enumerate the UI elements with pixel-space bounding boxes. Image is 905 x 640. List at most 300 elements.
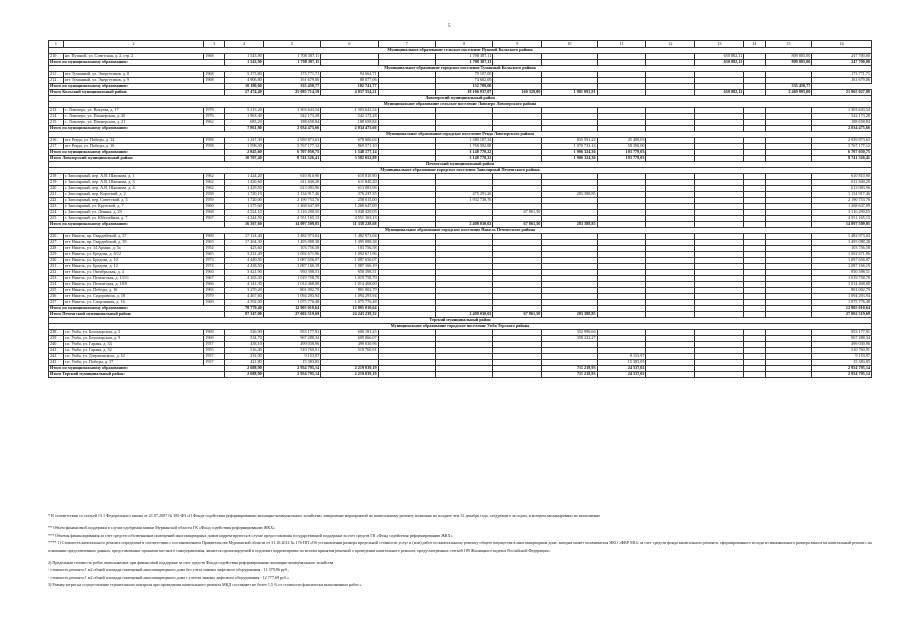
table-cell: 1973	[204, 258, 225, 264]
total-value-cell: 6 707 050,75	[812, 150, 872, 156]
table-cell: 3 767 177,12	[263, 144, 320, 150]
table-cell: 1 720,00	[225, 198, 263, 204]
address-cell: пгт Никель, ул. Бредова, д. 6/12	[63, 252, 203, 258]
table-cell: 1974	[204, 264, 225, 270]
table-cell: 231	[49, 264, 64, 270]
table-cell: 219	[49, 180, 64, 186]
table-cell: 220	[49, 186, 64, 192]
total-value-cell	[378, 372, 435, 378]
total-label: Итого по муниципальному образованию:	[49, 60, 225, 66]
table-cell: 17 124,40	[225, 234, 263, 240]
table-cell: 233	[49, 276, 64, 282]
table-cell: 1 075 776,48	[812, 300, 872, 306]
total-value-cell: 1 981 093,91	[542, 90, 597, 96]
total-value-cell: 283 388,85	[542, 312, 597, 318]
total-value-cell: 1 906 324,36	[542, 156, 597, 162]
table-cell: 421,80	[225, 360, 263, 366]
total-value-cell: 711 218,93	[542, 366, 597, 372]
table-cell: 376 237,35	[321, 192, 378, 198]
table-cell: 1968	[204, 78, 225, 84]
total-row	[49, 372, 872, 378]
address-cell: г. Заполярный, ул. Крупской, д. 7	[63, 204, 203, 210]
table-cell: 3 231,40	[225, 252, 263, 258]
total-value-cell: 24 537,02	[597, 366, 646, 372]
total-value-cell	[646, 372, 695, 378]
total-value-cell: 2 954 795,14	[812, 372, 872, 378]
table-cell: 3 116 290,55	[263, 210, 320, 216]
table-cell: 1 768 582,88	[435, 144, 492, 150]
table-cell: 4 438,50	[225, 264, 263, 270]
table-cell: 1 495 088,38	[321, 240, 378, 246]
table-cell: 950 398,51	[812, 270, 872, 276]
address-cell: пгт Никель, пр. Гвардейский, д. 37	[63, 234, 203, 240]
section-heading: Муниципальное образование городское поселение Туманный Кольского района	[49, 66, 872, 72]
table-cell: 950 398,51	[263, 270, 320, 276]
table-cell: 835 591,22	[542, 138, 597, 144]
total-value-cell: 2 469 805,00	[765, 90, 812, 96]
table-cell: 1968	[204, 72, 225, 78]
total-value-cell: 103 779,03	[597, 156, 646, 162]
total-value-cell: 711 218,93	[542, 372, 597, 378]
total-label: Итого по муниципальному образованию:	[49, 126, 225, 132]
table-cell: 1 543,90	[225, 54, 263, 60]
total-value-cell: 16 567,60	[225, 222, 263, 228]
total-value-cell: 10 180,60	[225, 84, 263, 90]
total-value-cell: 650 882,11	[695, 90, 744, 96]
table-cell: 173 771,71	[812, 72, 872, 78]
section-heading: Муниципальное образование городское поселение Умба Терского района	[49, 324, 872, 330]
table-cell: 1962	[204, 174, 225, 180]
table-cell: 161 679,06	[812, 78, 872, 84]
column-number-cell: 11	[597, 41, 646, 48]
total-label: Итого по муниципальному образованию:	[49, 222, 225, 228]
table-cell: 613 083,96	[321, 186, 378, 192]
table-cell: 228	[49, 246, 64, 252]
footnote: * В соответствии со статьей 15.1 Федерального закона от 21.07.2007 № 185-ФЗ «О Фонде содействия реформированию жилищно-коммунального хозяйства» завершение мероприятий по капитальному ремонту возможно не позднее чем 31 декабря года, следующего за годом, в котором запланировано их выполнение	[48, 513, 601, 518]
table-cell: 1 094 293,94	[812, 294, 872, 300]
table-cell: 510 760,91	[263, 348, 320, 354]
table-cell: 4 440,50	[225, 258, 263, 264]
address-cell: г.п. Умба, ул. Гараня, д. 52	[63, 348, 203, 354]
table-cell: 94 664,71	[321, 72, 378, 78]
table-cell: 225	[49, 216, 64, 222]
column-number-cell: 9	[493, 41, 542, 48]
table-cell: 4 141,30	[225, 282, 263, 288]
table-cell: 458,10	[225, 342, 263, 348]
total-value-cell: 2 954 795,14	[263, 372, 320, 378]
address-cell: пгт Никель, ул. Печенгская, д. 13/11	[63, 276, 203, 282]
table-cell: 609 066,07	[321, 336, 378, 342]
table-cell: 542 173,28	[812, 114, 872, 120]
table-cell: 1 303 643,54	[321, 108, 378, 114]
address-cell: г. Заполярный, ул. Ленина, д. 29	[63, 210, 203, 216]
total-value-cell: 1 708 387,11	[263, 60, 320, 66]
table-cell: 218	[49, 174, 64, 180]
total-label: Итого по муниципальному образованию:	[49, 150, 225, 156]
table-cell: 1962	[204, 120, 225, 126]
footnote: 3) Размер затрат на осуществление строительного контроля при проведении капитального ремонта МКД составляет не более 1,5 % от стоимости фактически выполненных работ.»	[48, 582, 362, 588]
table-cell: 1 087 166,19	[263, 264, 320, 270]
total-value-cell: 809 805,00	[765, 60, 812, 66]
column-number-cell: 16	[812, 41, 872, 48]
table-cell: 534,70	[225, 336, 263, 342]
total-value-cell: 12 905 010,64	[263, 306, 320, 312]
repair-program-table	[48, 40, 872, 378]
column-number-cell: 12	[646, 41, 695, 48]
table-cell: 3 421,90	[225, 270, 263, 276]
address-cell: пгт Никель, ул. Сидоровича, д. 18	[63, 294, 203, 300]
address-cell: пгт Никель, ул. Спортивная, д. 16	[63, 300, 203, 306]
table-cell: 213	[49, 108, 64, 114]
address-cell: г. Заполярный, пер. А.В. Шашкова, д. 4	[63, 186, 203, 192]
section-heading: Муниципальное образование городское поселение Заполярный Печенгского района	[49, 168, 872, 174]
total-value-cell: 2 034 475,66	[321, 126, 378, 132]
total-value-cell: 2 219 039,19	[321, 372, 378, 378]
total-value-cell: 283 388,85	[542, 222, 597, 228]
address-cell: пгт Никель, пр. Гвардейский, д. 39	[63, 240, 203, 246]
total-value-cell: 1 708 387,11	[435, 60, 492, 66]
table-cell: 217	[49, 144, 64, 150]
table-cell: 15 383,05	[812, 360, 872, 366]
table-cell: 1 424,20	[225, 174, 263, 180]
table-cell: 1969	[204, 336, 225, 342]
total-value-cell: 12 905 010,64	[812, 306, 872, 312]
table-cell: 188 658,84	[321, 120, 378, 126]
table-cell: 1966	[204, 282, 225, 288]
table-cell: 232	[49, 270, 64, 276]
table-cell: 611 840,20	[321, 180, 378, 186]
address-cell: пгт Никель, ул. Победы, д. 16	[63, 288, 203, 294]
table-cell: 650 882,11	[695, 54, 744, 60]
total-value-cell: 335 450,77	[263, 84, 320, 90]
address-cell: пгт Никель, ул. Печенгская, д. 18/9	[63, 282, 203, 288]
column-number-cell: 7	[378, 41, 435, 48]
total-value-cell: 24 243 239,32	[321, 312, 378, 318]
total-value-cell: 25 085 714,19	[263, 90, 320, 96]
column-number-cell: 2	[63, 41, 203, 48]
table-cell: 1958	[204, 144, 225, 150]
table-cell: 1 014 468,00	[321, 282, 378, 288]
section-heading: Печенгский муниципальный район	[49, 162, 872, 168]
total-value-cell: 6 707 050,75	[263, 150, 320, 156]
table-cell: 1 380 187,34	[435, 138, 492, 144]
table-cell: 1 075 776,48	[263, 300, 320, 306]
table-cell: 1 094 293,94	[321, 294, 378, 300]
footnote: - стоимость ремонта 1 м2 общей площади помещений многоквартирного дома с учетом замены лифтового оборудования - 12 777,69 руб.»	[48, 574, 290, 580]
table-cell: 475 291,26	[435, 192, 492, 198]
total-value-cell: 67 861,50	[493, 312, 542, 318]
table-cell: 9 153,97	[812, 354, 872, 360]
table-cell: 499 030,96	[263, 342, 320, 348]
address-cell: г.п. Умба, ул. Дзержинского, д. 52	[63, 354, 203, 360]
table-cell: 1 963,40	[225, 114, 263, 120]
table-cell: 423,60	[225, 246, 263, 252]
table-cell: 1 014 468,00	[812, 282, 872, 288]
table-cell: 242	[49, 354, 64, 360]
table-cell: 4 244,50	[225, 216, 263, 222]
footnote: - стоимость ремонта 1 м2 общей площади помещений многоквартирного дома без учета замены лифтового оборудования - 11 379,86 руб.,	[48, 567, 290, 573]
table-cell: 67 861,50	[493, 210, 542, 216]
table-cell: 1 932 738,76	[435, 198, 492, 204]
total-value-cell: 2 688,90	[225, 366, 263, 372]
table-cell: 234	[49, 282, 64, 288]
table-cell: 188 658,84	[263, 120, 320, 126]
table-cell: 1 495 088,38	[263, 240, 320, 246]
table-cell: 4 163,30	[225, 276, 263, 282]
table-cell: 1 708 387,11	[263, 54, 320, 60]
page-number: 5	[448, 24, 451, 29]
total-value-cell: 2 688,90	[225, 372, 263, 378]
table-cell: 1 075 776,48	[321, 300, 378, 306]
total-value-cell: 12 905 010,64	[321, 306, 378, 312]
table-cell: 610 810,90	[321, 174, 378, 180]
table-cell: 1 087 166,19	[321, 264, 378, 270]
total-value-cell: 247 700,00	[812, 60, 872, 66]
address-cell: пгт Никель, ул. Бредова, д. 12	[63, 264, 203, 270]
table-cell: 15 383,05	[597, 360, 646, 366]
table-cell: 678 606,04	[321, 138, 378, 144]
table-cell: 103 756,58	[812, 246, 872, 252]
total-value-cell: 1 906 324,36	[542, 150, 597, 156]
column-number-cell: 15	[765, 41, 812, 48]
table-cell: 2 190 753,76	[263, 198, 320, 204]
total-value-cell: 4 837 354,21	[321, 90, 378, 96]
column-number-cell: 8	[435, 41, 492, 48]
table-cell: 240	[49, 342, 64, 348]
table-cell: 1 087 656,07	[812, 258, 872, 264]
total-value-cell: 2 845,60	[225, 150, 263, 156]
section-heading: Терский муниципальный район	[49, 318, 872, 324]
table-cell: 1 014 468,00	[263, 282, 320, 288]
table-cell: 9 153,97	[597, 354, 646, 360]
table-cell: 227	[49, 240, 64, 246]
total-label: Итого Печенгский муниципальный район:	[49, 312, 225, 318]
total-value-cell: 3 148 770,22	[435, 156, 492, 162]
total-value-cell: 8 741 526,41	[263, 156, 320, 162]
table-cell: 600 181,25	[321, 330, 378, 336]
table-cell: 610 810,90	[263, 174, 320, 180]
table-cell: 801 002,79	[812, 288, 872, 294]
table-cell: 1 268 647,09	[812, 204, 872, 210]
total-value-cell: 21 965 027,08	[812, 90, 872, 96]
table-cell: 510 760,91	[812, 348, 872, 354]
table-cell: 1963	[204, 288, 225, 294]
table-cell: 283 388,85	[542, 192, 597, 198]
table-cell: 526,90	[225, 330, 263, 336]
table-cell: 510 760,91	[321, 348, 378, 354]
table-cell: 230	[49, 258, 64, 264]
table-cell: 88 077,06	[321, 78, 378, 84]
total-value-cell: 2 954 795,14	[263, 366, 320, 372]
table-cell: 1 426,60	[225, 180, 263, 186]
section-heading: Муниципальное образование сельское поселение Пушной Кольского района	[49, 48, 872, 54]
total-value-cell: 103 779,03	[597, 150, 646, 156]
table-cell: 358 222,27	[542, 336, 597, 342]
table-cell: 188 658,84	[812, 120, 872, 126]
column-number-cell: 3	[204, 41, 225, 48]
table-cell: 2 939 873,63	[263, 138, 320, 144]
table-cell: 1 720,10	[225, 192, 263, 198]
total-value-cell: 650 882,11	[695, 60, 744, 66]
column-number-cell: 13	[695, 41, 744, 48]
address-cell: с. Ловозеро, ул. Вокуева, д. 17	[63, 108, 203, 114]
table-cell: 1 087 166,19	[812, 264, 872, 270]
table-cell: 953 177,91	[263, 330, 320, 336]
address-cell: г.п. Умба, ул. Гараня, д. 33	[63, 342, 203, 348]
column-number-cell: 1	[49, 41, 64, 48]
address-cell: с. Ловозеро, ул. Пионерская, д. 20	[63, 114, 203, 120]
total-value-cell: 152 709,00	[435, 84, 492, 90]
total-value-cell: 335 450,77	[765, 84, 812, 90]
table-cell: 953 177,91	[812, 330, 872, 336]
section-heading: Ловозерский муниципальный район	[49, 96, 872, 102]
table-cell: 1 134 917,46	[263, 192, 320, 198]
table-cell: 1955	[204, 348, 225, 354]
section-heading: Муниципальное образование городское поселение Ревда Ловозерского района	[49, 132, 872, 138]
table-cell: 1 598,30	[225, 144, 263, 150]
table-cell: 103 756,58	[321, 246, 378, 252]
table-cell: 73 602,00	[435, 78, 492, 84]
table-cell: 1959	[204, 198, 225, 204]
table-cell: 1 429,50	[225, 186, 263, 192]
footnotes	[48, 512, 872, 589]
total-value-cell: 27 002 519,69	[263, 312, 320, 318]
total-value-cell: 7 861,80	[225, 126, 263, 132]
table-cell: 1967	[204, 276, 225, 282]
table-cell: 223	[49, 204, 64, 210]
table-cell: 1 070 733,14	[542, 144, 597, 150]
table-cell: 611 840,20	[263, 180, 320, 186]
table-cell: 1954	[204, 246, 225, 252]
address-cell: пгт Никель, ул. Бредова, д. 10	[63, 258, 203, 264]
column-number-cell: 14	[744, 41, 765, 48]
table-cell: 1 268 647,09	[321, 204, 378, 210]
address-cell: пгт Туманный, ул. Энергетиков, д. 9	[63, 78, 203, 84]
table-cell: 1967	[204, 216, 225, 222]
table-cell: 1 087 656,07	[263, 258, 320, 264]
address-cell: пгт Ревда, ул. Победы, д. 14	[63, 138, 203, 144]
address-cell: г. Заполярный, пер. А.В. Шашкова, д. 3	[63, 180, 203, 186]
table-cell: 215	[49, 120, 64, 126]
table-cell: 516,40	[225, 348, 263, 354]
table-cell: 237	[49, 300, 64, 306]
table-cell: 1937	[204, 342, 225, 348]
table-cell: 801 002,79	[321, 288, 378, 294]
table-cell: 1 092 671,96	[263, 252, 320, 258]
address-cell: пгт Никель, ул. Октябрьская, д. 4	[63, 270, 203, 276]
table-cell: 1 375,60	[225, 204, 263, 210]
table-cell: 1 247,30	[225, 138, 263, 144]
table-cell: 809 805,00	[765, 54, 812, 60]
table-cell: 1 134 917,46	[812, 192, 872, 198]
table-cell: 499 030,96	[321, 342, 378, 348]
table-cell: 236	[49, 294, 64, 300]
footnote: **** 1) Стоимость капитального ремонта определена в соответствии с постановлением Правительства Мурманской области от 31.10.2014 № 176-ПП «Об установлении размера предельной стоимости услуг и (или) работ по капитальному ремонту общего имущества в многоквартирном доме, которая может оплачиваться НКО «ФКР МО» за счет средств фонда капитального ремонта, сформированного исходя из минимального размера взноса на капитальный ремонт» на основании представленных данных, представленных органами местного самоуправления, является прогнозируемой и подлежит корректировке по итогам принятия решений о проведении капитального ремонта, предусмотренных статьей 189 Жилищного кодекса Российской Федерации».	[48, 540, 872, 553]
table-cell: 211	[49, 72, 64, 78]
total-value-cell: 3 582 652,80	[321, 156, 378, 162]
table-cell: 229	[49, 252, 64, 258]
table-cell: 1 303 643,54	[263, 108, 320, 114]
table-cell: 79 107,00	[435, 72, 492, 78]
total-value-cell	[744, 372, 765, 378]
total-value-cell: 2 034 475,66	[263, 126, 320, 132]
total-value-cell: 3 148 770,22	[435, 150, 492, 156]
table-cell: 967 288,34	[263, 336, 320, 342]
table-cell: 683,20	[225, 120, 263, 126]
total-value-cell: 14 097 509,05	[812, 222, 872, 228]
table-cell: 173 771,71	[263, 72, 320, 78]
table-cell: 221	[49, 192, 64, 198]
table-cell: 1978	[204, 108, 225, 114]
total-value-cell: 27 002 519,69	[812, 312, 872, 318]
table-cell: 4 524,10	[225, 210, 263, 216]
table-cell: 5 273,80	[225, 72, 263, 78]
table-cell: 1 092 671,96	[812, 252, 872, 258]
total-value-cell: 2 408 030,02	[435, 312, 492, 318]
table-cell: 212	[49, 78, 64, 84]
table-cell: 1960	[204, 270, 225, 276]
address-cell: нп. Пушной, ул. Советская, д. 2, стр. 2	[63, 54, 203, 60]
table-cell: 235	[49, 288, 64, 294]
total-value-cell	[435, 372, 492, 378]
address-cell: г.п. Умба, ул. Беломорская, д. 3	[63, 330, 203, 336]
table-cell: 241	[49, 348, 64, 354]
total-value-cell: 1 548 177,14	[321, 150, 378, 156]
table-cell: 1958	[204, 192, 225, 198]
table-cell: 613 083,96	[812, 186, 872, 192]
address-cell: пгт Ревда, ул. Победы, д. 16	[63, 144, 203, 150]
table-cell: 1 094 293,94	[263, 294, 320, 300]
table-cell: 1968	[204, 210, 225, 216]
table-cell: 214	[49, 114, 64, 120]
header-row	[49, 41, 872, 48]
table-cell: 1 708 387,11	[435, 54, 492, 60]
column-number-cell: 6	[321, 41, 378, 48]
table-cell: 2 939 873,63	[812, 138, 872, 144]
table-cell: 1965	[204, 240, 225, 246]
total-value-cell: 10 707,40	[225, 156, 263, 162]
table-cell: 247 700,00	[812, 54, 872, 60]
total-value-cell: 1 543,90	[225, 60, 263, 66]
table-cell: 1969	[204, 330, 225, 336]
table-cell: 243	[49, 360, 64, 366]
table-cell: 542 173,28	[321, 114, 378, 120]
table-cell: 610 810,90	[812, 174, 872, 180]
table-cell: 239	[49, 336, 64, 342]
total-value-cell: 2 954 795,14	[812, 366, 872, 372]
footnote: ** Объем финансовой поддержки в случае одобрения заявки Мурманской области ГК «Фонд содействия реформированию ЖКХ»	[48, 525, 276, 531]
table-cell: 238	[49, 330, 64, 336]
table-cell: 1 019 758,70	[263, 276, 320, 282]
total-label: Итого по муниципальному образованию:	[49, 84, 225, 90]
table-cell: 226	[49, 234, 64, 240]
address-cell: г. Заполярный, пер. Советский, д. 5	[63, 198, 203, 204]
table-cell: 4 551 165,13	[812, 216, 872, 222]
total-value-cell	[493, 372, 542, 378]
table-cell: 222	[49, 198, 64, 204]
table-cell: 1969	[204, 234, 225, 240]
table-cell: 801 002,79	[263, 288, 320, 294]
column-number-cell: 4	[225, 41, 263, 48]
address-cell: г. Заполярный, пер. Короткий, д. 2	[63, 192, 203, 198]
table-cell: 4 906,80	[225, 78, 263, 84]
table-cell: 1937	[204, 360, 225, 366]
total-value-cell: 87 347,00	[225, 312, 263, 318]
table-cell: 1976	[204, 114, 225, 120]
address-cell: г.п. Умба, ул. Беломорская, д. 9	[63, 336, 203, 342]
total-value-cell: 11 338 228,68	[321, 222, 378, 228]
table-cell: 1960	[204, 204, 225, 210]
